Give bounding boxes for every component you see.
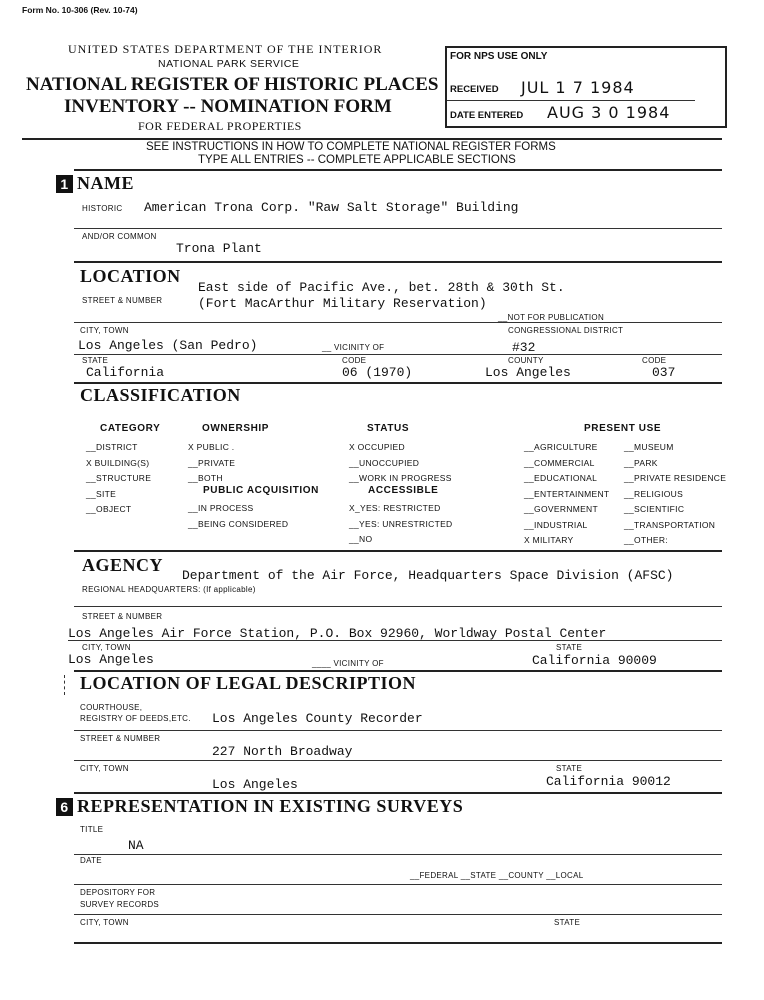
present-use-option: __COMMERCIAL [524, 457, 595, 468]
acquisition-options [188, 501, 288, 532]
category-option: __OBJECT [86, 504, 132, 514]
legal-street-value: 227 North Broadway [212, 744, 353, 759]
survey-state-label: STATE [554, 918, 581, 927]
present-use-heading: PRESENT USE [584, 423, 662, 434]
location-county-value: Los Angeles [485, 365, 571, 380]
received-stamp: JUL 1 7 1984 [521, 78, 635, 97]
historic-name-value: American Trona Corp. "Raw Salt Storage" Building [144, 200, 519, 215]
courthouse-label-line2: REGISTRY OF DEEDS,ETC. [80, 714, 191, 723]
legal-city-value: Los Angeles [212, 777, 298, 792]
agency-city-value: Los Angeles [68, 652, 154, 667]
legal-city-label: CITY, TOWN [80, 764, 129, 773]
agency-vicinity-label: ____ VICINITY OF [312, 659, 384, 668]
legal-divider2 [74, 760, 722, 761]
location-section-rule [74, 382, 722, 384]
regional-headquarters-label: REGIONAL HEADQUARTERS: (If applicable) [82, 585, 256, 594]
location-city-value: Los Angeles (San Pedro) [78, 338, 258, 353]
present-use-option: __PRIVATE RESIDENCE [624, 473, 727, 483]
common-name-label: AND/OR COMMON [82, 232, 157, 241]
location-street-value1: East side of Pacific Ave., bet. 28th & 30th St. [198, 280, 565, 295]
instructions-line2: TYPE ALL ENTRIES -- COMPLETE APPLICABLE SECTIONS [198, 154, 516, 166]
location-code2-label: CODE [642, 356, 667, 365]
not-for-publication: __NOT FOR PUBLICATION [498, 313, 605, 322]
category-options [86, 440, 151, 518]
received-label: RECEIVED [450, 84, 499, 95]
congressional-district-value: #32 [512, 340, 536, 355]
accessible-option: __NO [349, 534, 373, 544]
present-use-option: __MUSEUM [624, 442, 674, 452]
status-option: __UNOCCUPIED [349, 457, 420, 468]
form-title-line3: FOR FEDERAL PROPERTIES [138, 119, 302, 133]
agency-divider2 [68, 640, 722, 641]
section-name-heading: 1 NAME [56, 173, 134, 194]
legal-state-label: STATE [556, 764, 583, 773]
location-city-label: CITY, TOWN [80, 326, 129, 335]
status-option: __WORK IN PROGRESS [349, 473, 452, 483]
survey-city-label: CITY, TOWN [80, 918, 129, 927]
ownership-options [188, 440, 235, 487]
common-name-value: Trona Plant [176, 241, 262, 256]
classification-section-rule [74, 550, 722, 552]
congressional-district-label: CONGRESSIONAL DISTRICT [508, 326, 624, 335]
section-surveys-heading: 6 REPRESENTATION IN EXISTING SURVEYS [56, 796, 463, 817]
present-use-option: __RELIGIOUS [624, 488, 684, 499]
location-divider2 [74, 354, 722, 355]
agency-city-label: CITY, TOWN [82, 643, 131, 652]
surveys-section-rule [74, 942, 722, 944]
location-state-value: California [86, 365, 165, 380]
location-street-value2: (Fort MacArthur Military Reservation) [198, 296, 487, 311]
accessible-option: X_YES: RESTRICTED [349, 503, 441, 513]
present-use-option: __INDUSTRIAL [524, 519, 588, 530]
agency-value: Department of the Air Force, Headquarters Space Division (AFSC) [182, 568, 674, 583]
surveys-divider1 [74, 854, 722, 855]
present-use-option: __ENTERTAINMENT [524, 488, 610, 499]
acquisition-option: __BEING CONSIDERED [188, 518, 289, 529]
section-location-heading: LOCATION [80, 266, 181, 286]
present-use-options-left [524, 440, 609, 549]
section-number-1: 1 [56, 175, 73, 193]
present-use-option: __OTHER: [624, 535, 668, 545]
agency-street-value: Los Angeles Air Force Station, P.O. Box 92960, Worldway Postal Center [68, 626, 607, 641]
location-divider1 [74, 322, 722, 323]
category-option: __DISTRICT [86, 442, 138, 452]
present-use-option: __AGRICULTURE [524, 442, 598, 452]
section-classification-heading: CLASSIFICATION [80, 385, 241, 405]
survey-date-label: DATE [80, 856, 102, 865]
header-rule [22, 138, 722, 140]
present-use-option: __GOVERNMENT [524, 504, 598, 514]
present-use-option: X MILITARY [524, 535, 574, 545]
accessible-heading: ACCESSIBLE [368, 485, 439, 496]
acquisition-heading: PUBLIC ACQUISITION [203, 485, 319, 496]
legal-street-label: STREET & NUMBER [80, 734, 161, 743]
service-name: NATIONAL PARK SERVICE [158, 58, 300, 70]
form-number: Form No. 10-306 (Rev. 10-74) [22, 5, 138, 15]
depository-label-line1: DEPOSITORY FOR [80, 888, 156, 897]
category-heading: CATEGORY [100, 423, 161, 434]
location-state-label: STATE [82, 356, 109, 365]
margin-mark [64, 675, 65, 695]
agency-state-label: STATE [556, 643, 583, 652]
agency-state-value: California 90009 [532, 653, 657, 668]
legal-section-rule [74, 792, 722, 794]
courthouse-value: Los Angeles County Recorder [212, 711, 423, 726]
location-vicinity-label: __ VICINITY OF [322, 343, 385, 352]
section-agency-heading: AGENCY [82, 555, 164, 575]
courthouse-label-line1: COURTHOUSE, [80, 703, 143, 712]
nps-use-box [445, 46, 727, 128]
legal-divider1 [74, 730, 722, 731]
instructions-rule [74, 169, 722, 171]
location-code-value: 06 (1970) [342, 365, 413, 380]
agency-street-label: STREET & NUMBER [82, 612, 163, 621]
survey-title-label: TITLE [80, 825, 104, 834]
form-title-line2: INVENTORY -- NOMINATION FORM [64, 96, 392, 117]
surveys-divider3 [74, 914, 722, 915]
survey-levels: __FEDERAL __STATE __COUNTY __LOCAL [410, 871, 584, 880]
ownership-option: X PUBLIC . [188, 442, 235, 452]
date-entered-stamp: AUG 3 0 1984 [547, 103, 671, 122]
instructions-line1: SEE INSTRUCTIONS IN HOW TO COMPLETE NATIONAL REGISTER FORMS [146, 141, 556, 153]
location-street-label: STREET & NUMBER [82, 296, 163, 305]
date-entered-label: DATE ENTERED [450, 110, 524, 121]
agency-section-rule [74, 670, 722, 672]
form-title-line1: NATIONAL REGISTER OF HISTORIC PLACES [26, 74, 439, 95]
location-county-label: COUNTY [508, 356, 544, 365]
name-divider [74, 228, 722, 229]
legal-state-value: California 90012 [546, 774, 671, 789]
present-use-option: __PARK [624, 457, 658, 468]
category-option: __STRUCTURE [86, 473, 152, 483]
ownership-option: __BOTH [188, 473, 223, 483]
present-use-option: __SCIENTIFIC [624, 504, 685, 514]
category-option: __SITE [86, 488, 117, 499]
ownership-option: __PRIVATE [188, 457, 236, 468]
survey-title-value: NA [128, 838, 144, 853]
nps-box-heading: FOR NPS USE ONLY [450, 51, 548, 62]
department-name: UNITED STATES DEPARTMENT OF THE INTERIOR [68, 42, 383, 56]
accessible-option: __YES: UNRESTRICTED [349, 518, 453, 529]
status-heading: STATUS [367, 423, 410, 434]
location-code2-value: 037 [652, 365, 676, 380]
location-code-label: CODE [342, 356, 367, 365]
present-use-options-right [624, 440, 726, 549]
historic-label: HISTORIC [82, 204, 123, 213]
ownership-heading: OWNERSHIP [202, 423, 270, 434]
status-options [349, 440, 452, 487]
category-option: X BUILDING(S) [86, 457, 150, 468]
surveys-divider2 [74, 884, 722, 885]
acquisition-option: __IN PROCESS [188, 503, 254, 513]
received-divider [447, 100, 695, 101]
section-number-6: 6 [56, 798, 73, 816]
accessible-options [349, 501, 452, 548]
depository-label-line2: SURVEY RECORDS [80, 900, 160, 909]
section-legal-heading: LOCATION OF LEGAL DESCRIPTION [80, 673, 417, 693]
status-option: X OCCUPIED [349, 442, 405, 452]
name-section-rule [74, 261, 722, 263]
present-use-option: __TRANSPORTATION [624, 519, 716, 530]
present-use-option: __EDUCATIONAL [524, 473, 598, 483]
agency-divider1 [74, 606, 722, 607]
